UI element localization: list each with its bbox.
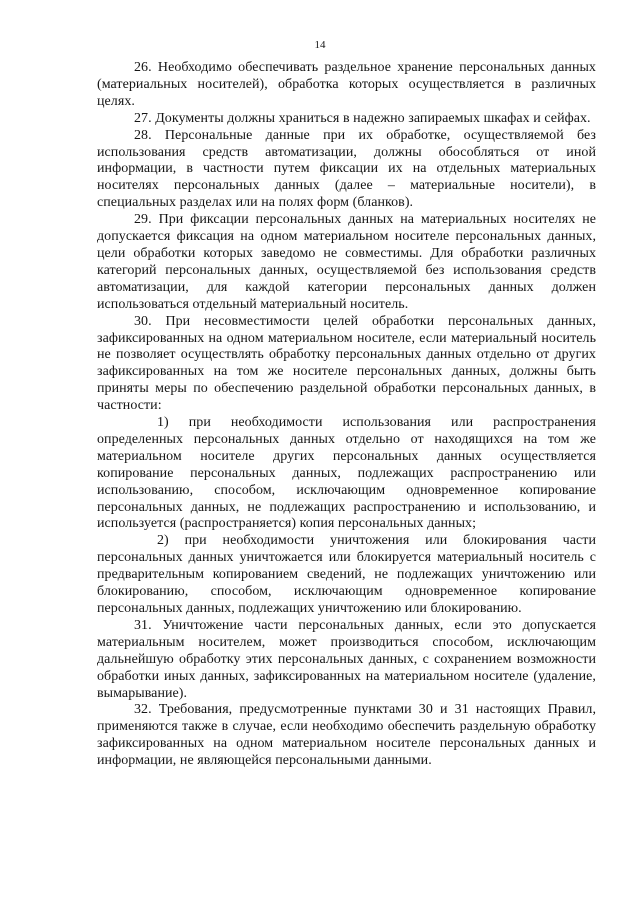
document-body — [97, 60, 596, 770]
paragraph-32: 32. Требования, предусмотренные пунктами 30 и 31 настоящих Правил, применяются также в случае, если необходимо обеспечить раздельную обработку зафиксированных на одном материальном носителе персональных данных и информации, не являющейся персональными данными. — [97, 702, 596, 769]
page-number: 14 — [314, 39, 326, 51]
paragraph-30: 30. При несовместимости целей обработки персональных данных, зафиксированных на одном материальном носителе, если материальный носитель не позволяет осуществлять обработку персональных данных отдельно от других зафиксированных на том же носителе персональных данных, должны быть приняты меры по обеспечению раздельной обработки персональных данных, в частности: — [97, 313, 596, 414]
paragraph-30-item-2: 2) при необходимости уничтожения или блокирования части персональных данных уничтожается или блокируется материальный носитель с предварительным копированием сведений, не подлежащих уничтожению или блокированию, способом, исключающим одновременное копирование персональных данных, подлежащих уничтожению или блокированию. — [97, 533, 596, 616]
paragraph-30-item-1: 1) при необходимости использования или распространения определенных персональных данных отдельно от находящихся на том же материальном носителе других персональных данных осуществляется копирование персональных данных, подлежащих распространению или использованию, способом, исключающим одновременное копирование персональных данных, не подлежащих распространению и использованию, и используется (распространяется) копия персональных данных; — [97, 415, 596, 532]
paragraph-31: 31. Уничтожение части персональных данных, если это допускается материальным носителем, может производиться способом, исключающим дальнейшую обработку этих персональных данных, с сохранением возможности обработки иных данных, зафиксированных на материальном носителе (удаление, вымарывание). — [97, 617, 596, 701]
paragraph-28: 28. Персональные данные при их обработке, осуществляемой без использования средств автоматизации, должны обособляться от иной информации, в частности путем фиксации их на отдельных материальных носителях персональных данных (далее – материальные носители), в специальных разделах или на полях форм (бланков). — [97, 127, 596, 211]
paragraph-29: 29. При фиксации персональных данных на материальных носителях не допускается фиксация на одном материальном носителе персональных данных, цели обработки которых заведомо не совместимы. Для обработки различных категорий персональных данных, осуществляемой без использования средств автоматизации, для каждой категории персональных данных должен использоваться отдельный материальный носитель. — [97, 212, 596, 312]
paragraph-27: 27. Документы должны храниться в надежно запираемых шкафах и сейфах. — [134, 110, 591, 126]
paragraph-26: 26. Необходимо обеспечивать раздельное хранение персональных данных (материальных носителей), обработка которых осуществляется в различных целях. — [97, 60, 596, 109]
